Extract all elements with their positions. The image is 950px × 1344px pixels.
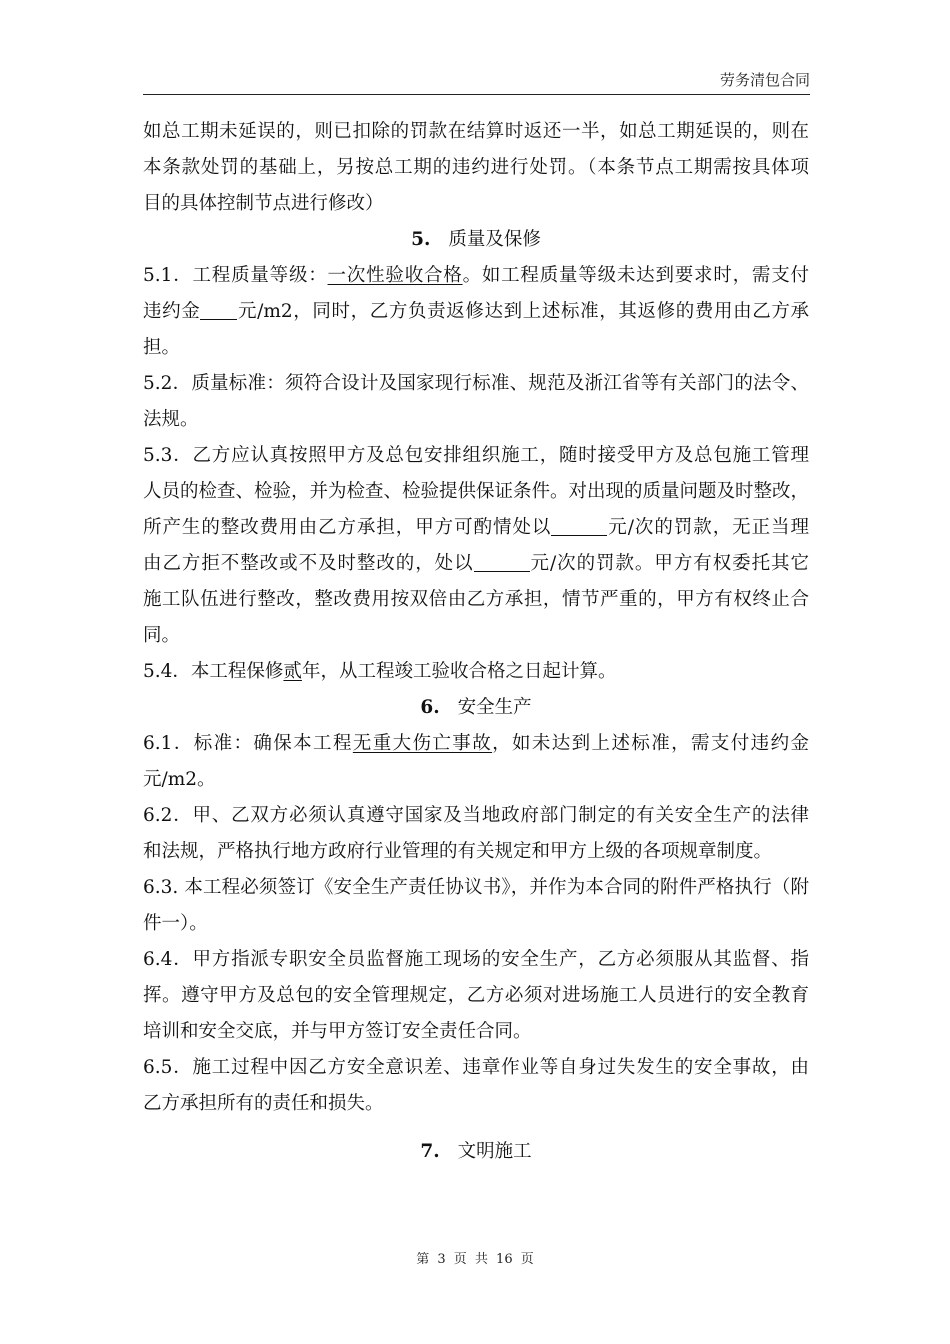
clause-text: 6.1．标准：确保本工程 — [143, 733, 353, 754]
section-title: 文明施工 — [457, 1141, 532, 1162]
clause-5-1-line — [143, 294, 809, 330]
section-title: 安全生产 — [457, 697, 532, 718]
clause-6-4-line: 6.4．甲方指派专职安全员监督施工现场的安全生产，乙方必须服从其监督、指 — [143, 949, 809, 970]
clause-5-3-line: 施工队伍进行整改，整改费用按双倍由乙方承担，情节严重的，甲方有权终止合 — [143, 589, 809, 610]
fill-blank — [551, 513, 607, 536]
section-number: 5. — [411, 229, 431, 250]
section-number: 7. — [420, 1141, 440, 1162]
fill-blank — [474, 549, 530, 572]
clause-5-3-line: 同。 — [143, 625, 181, 646]
clause-text: ，如未达到上述标准，需支付违约金 — [492, 733, 809, 754]
clause-6-5-line: 6.5．施工过程中因乙方安全意识差、违章作业等自身过失发生的安全事故，由 — [143, 1057, 809, 1078]
clause-text: 元/次的罚款。甲方有权委托其它 — [529, 553, 809, 574]
clause-text: 元/m2，同时，乙方负责返修达到上述标准，其返修的费用由乙方承 — [237, 301, 809, 322]
header-rule — [143, 94, 810, 95]
clause-6-5-line: 乙方承担所有的责任和损失。 — [143, 1093, 384, 1114]
clause-text: 。如工程质量等级未达到要求时，需支付 — [462, 265, 809, 286]
clause-5-1-line — [143, 258, 809, 294]
clause-5-1-line: 担。 — [143, 337, 181, 358]
clause-6-3-line: 6.3. 本工程必须签订《安全生产责任协议书》，并作为本合同的附件严格执行（附 — [143, 877, 809, 898]
section-heading-6 — [143, 690, 809, 726]
section-heading-7 — [143, 1134, 809, 1170]
clause-6-1-line: 元/m2。 — [143, 769, 216, 790]
clause-6-4-line: 培训和安全交底，并与甲方签订安全责任合同。 — [143, 1021, 532, 1042]
clause-6-2-line: 6.2．甲、乙双方必须认真遵守国家及当地政府部门制定的有关安全生产的法律 — [143, 805, 809, 826]
clause-6-1-line — [143, 726, 809, 762]
page-header-title: 劳务清包合同 — [719, 71, 810, 89]
clause-5-3-line: 人员的检查、检验，并为检查、检验提供保证条件。对出现的质量问题及时整改， — [143, 481, 809, 502]
clause-text: 由乙方拒不整改或不及时整改的，处以 — [143, 553, 474, 574]
clause-text: 元/次的罚款，无正当理 — [607, 517, 809, 538]
clause-text: 5.4．本工程保修 — [143, 661, 284, 682]
clause-text: 5.1．工程质量等级： — [143, 265, 328, 286]
clause-5-2-line: 法规。 — [143, 409, 199, 430]
section-title: 质量及保修 — [448, 229, 541, 250]
clause-5-3-line — [143, 546, 809, 582]
paragraph-line: 如总工期未延误的，则已扣除的罚款在结算时返还一半，如总工期延误的，则在 — [143, 121, 809, 142]
clause-6-4-line: 挥。遵守甲方及总包的安全管理规定，乙方必须对进场施工人员进行的安全教育 — [143, 985, 809, 1006]
clause-text: 年，从工程竣工验收合格之日起计算。 — [301, 661, 617, 682]
clause-5-2-line: 5.2．质量标准：须符合设计及国家现行标准、规范及浙江省等有关部门的法令、 — [143, 373, 809, 394]
clause-text: 所产生的整改费用由乙方承担，甲方可酌情处以 — [143, 517, 552, 538]
document-body — [143, 114, 809, 1170]
underlined-term: 贰 — [283, 661, 302, 682]
underlined-term: 一次性验收合格 — [327, 265, 463, 286]
fill-blank — [200, 297, 237, 320]
section-heading-5 — [143, 222, 809, 258]
clause-text: 违约金 — [143, 301, 201, 322]
paragraph-line: 本条款处罚的基础上，另按总工期的违约进行处罚。（本条节点工期需按具体项 — [143, 157, 809, 178]
paragraph-line: 目的具体控制节点进行修改） — [143, 193, 384, 214]
clause-5-4-line — [143, 654, 809, 690]
section-number: 6. — [420, 697, 440, 718]
clause-6-3-line: 件一）。 — [143, 913, 208, 934]
page-number-footer: 第 3 页 共 16 页 — [416, 1252, 534, 1267]
clause-5-3-line — [143, 510, 809, 546]
clause-5-3-line: 5.3．乙方应认真按照甲方及总包安排组织施工，随时接受甲方及总包施工管理 — [143, 445, 809, 466]
underlined-term: 无重大伤亡事故 — [352, 733, 493, 754]
clause-6-2-line: 和法规，严格执行地方政府行业管理的有关规定和甲方上级的各项规章制度。 — [143, 841, 773, 862]
